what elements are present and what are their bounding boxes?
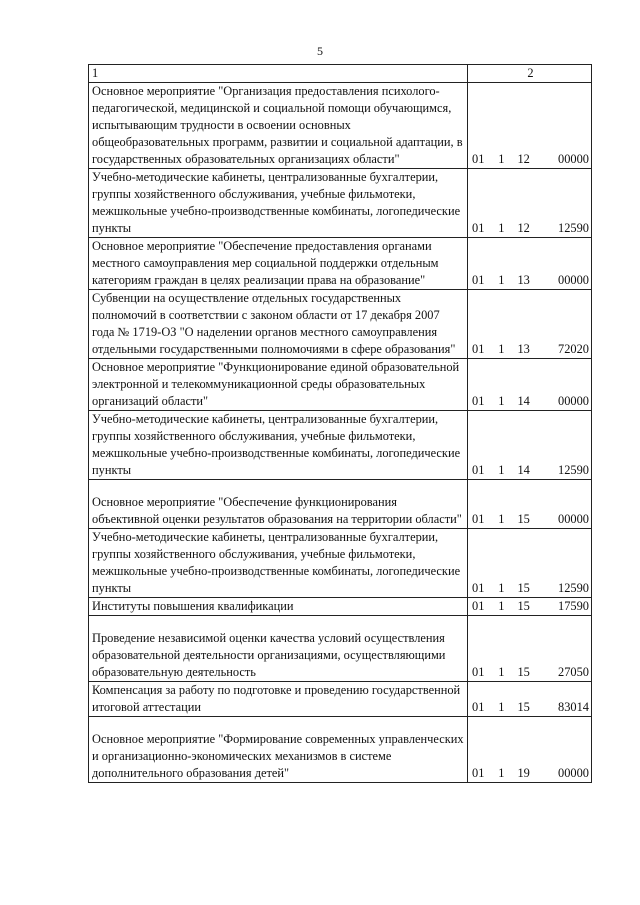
table-row <box>89 290 592 359</box>
code-event: 12 <box>517 152 530 166</box>
code-direction: 12590 <box>558 581 589 595</box>
code-direction: 83014 <box>558 700 589 714</box>
row-description <box>89 480 468 529</box>
code-program: 01 <box>472 700 485 714</box>
row-code <box>468 290 592 359</box>
code-program: 01 <box>472 463 485 477</box>
row-description: Учебно-методические кабинеты, централизованные бухгалтерии, группы хозяйственного обслуживания, учебные фильмотеки, межшкольные учебно-производственные комбинаты, логопедические пункты <box>89 169 468 238</box>
code-subprogram: 1 <box>498 152 505 166</box>
code-direction: 17590 <box>558 599 589 613</box>
row-code <box>468 598 592 616</box>
code-subprogram: 1 <box>498 273 505 287</box>
table-row <box>89 529 592 598</box>
code-program: 01 <box>472 665 485 679</box>
row-code <box>468 616 592 682</box>
code-program: 01 <box>472 512 485 526</box>
row-code <box>468 411 592 480</box>
table-row <box>89 411 592 480</box>
row-description: Учебно-методические кабинеты, централизованные бухгалтерии, группы хозяйственного обслуживания, учебные фильмотеки, межшкольные учебно-производственные комбинаты, логопедические пункты <box>89 411 468 480</box>
code-event: 15 <box>517 581 530 595</box>
code-direction: 00000 <box>558 394 589 408</box>
code-direction: 00000 <box>558 766 589 780</box>
code-event: 15 <box>517 512 530 526</box>
code-program: 01 <box>472 599 485 613</box>
code-subprogram: 1 <box>498 581 505 595</box>
code-event: 14 <box>517 463 530 477</box>
code-event: 15 <box>517 599 530 613</box>
code-direction: 00000 <box>558 512 589 526</box>
code-event: 13 <box>517 273 530 287</box>
code-subprogram: 1 <box>498 394 505 408</box>
row-code <box>468 682 592 717</box>
code-program: 01 <box>472 581 485 595</box>
code-program: 01 <box>472 221 485 235</box>
code-subprogram: 1 <box>498 599 505 613</box>
table-row <box>89 480 592 529</box>
row-description: Основное мероприятие "Обеспечение предоставления органами местного самоуправления мер социальной поддержки отдельным категориям граждан в целях реализации права на образование" <box>89 238 468 290</box>
row-description: Основное мероприятие "Функционирование единой образовательной электронной и телекоммуникационной среды образовательных организаций области" <box>89 359 468 411</box>
row-description: Основное мероприятие "Организация предоставления психолого-педагогической, медицинской и социальной помощи обучающимся, испытывающим трудности в освоении основных общеобразовательных программ, развитии и социальной адаптации, в государственных образовательных организациях области" <box>89 83 468 169</box>
row-code <box>468 480 592 529</box>
table-row <box>89 598 592 616</box>
row-description: Компенсация за работу по подготовке и проведению государственной итоговой аттестации <box>89 682 468 717</box>
table-row <box>89 359 592 411</box>
code-subprogram: 1 <box>498 665 505 679</box>
header-column-2: 2 <box>468 65 592 83</box>
row-code <box>468 717 592 783</box>
table-row <box>89 616 592 682</box>
page-number: 5 <box>317 44 323 58</box>
code-program: 01 <box>472 152 485 166</box>
code-subprogram: 1 <box>498 463 505 477</box>
table-row <box>89 682 592 717</box>
code-event: 15 <box>517 700 530 714</box>
row-code <box>468 238 592 290</box>
row-code <box>468 83 592 169</box>
code-direction: 27050 <box>558 665 589 679</box>
budget-classification-table <box>88 64 592 783</box>
row-description <box>89 616 468 682</box>
code-subprogram: 1 <box>498 342 505 356</box>
table-row <box>89 83 592 169</box>
code-direction: 72020 <box>558 342 589 356</box>
table-row <box>89 169 592 238</box>
row-description <box>89 717 468 783</box>
table-header-row <box>89 65 592 83</box>
code-event: 15 <box>517 665 530 679</box>
row-description: Субвенции на осуществление отдельных государственных полномочий в соответствии с законом области от 17 декабря 2007 года № 1719-ОЗ "О наделении органов местного самоуправления отдельными государственными полномочиями в сфере образования" <box>89 290 468 359</box>
header-column-1: 1 <box>89 65 468 83</box>
code-direction: 12590 <box>558 221 589 235</box>
code-program: 01 <box>472 394 485 408</box>
table-row <box>89 717 592 783</box>
code-direction: 00000 <box>558 273 589 287</box>
code-direction: 00000 <box>558 152 589 166</box>
code-event: 12 <box>517 221 530 235</box>
row-code <box>468 169 592 238</box>
code-program: 01 <box>472 342 485 356</box>
code-subprogram: 1 <box>498 512 505 526</box>
row-code <box>468 529 592 598</box>
table-row <box>89 238 592 290</box>
code-program: 01 <box>472 766 485 780</box>
code-direction: 12590 <box>558 463 589 477</box>
row-description: Учебно-методические кабинеты, централизованные бухгалтерии, группы хозяйственного обслуживания, учебные фильмотеки, межшкольные учебно-производственные комбинаты, логопедические пункты <box>89 529 468 598</box>
code-event: 14 <box>517 394 530 408</box>
code-event: 19 <box>517 766 530 780</box>
code-program: 01 <box>472 273 485 287</box>
code-subprogram: 1 <box>498 221 505 235</box>
row-code <box>468 359 592 411</box>
row-description: Институты повышения квалификации <box>89 598 468 616</box>
code-subprogram: 1 <box>498 766 505 780</box>
row-description-text: Проведение независимой оценки качества условий осуществления образовательной деятельности организациями, осуществляющими образовательную деятельность <box>92 631 446 679</box>
code-event: 13 <box>517 342 530 356</box>
row-description-text: Основное мероприятие "Формирование современных управленческих и организационно-экономических механизмов в системе дополнительного образования детей" <box>92 732 464 780</box>
row-description-text: Основное мероприятие "Обеспечение функционирования объективной оценки результатов образования на территории области" <box>92 495 462 526</box>
code-subprogram: 1 <box>498 700 505 714</box>
